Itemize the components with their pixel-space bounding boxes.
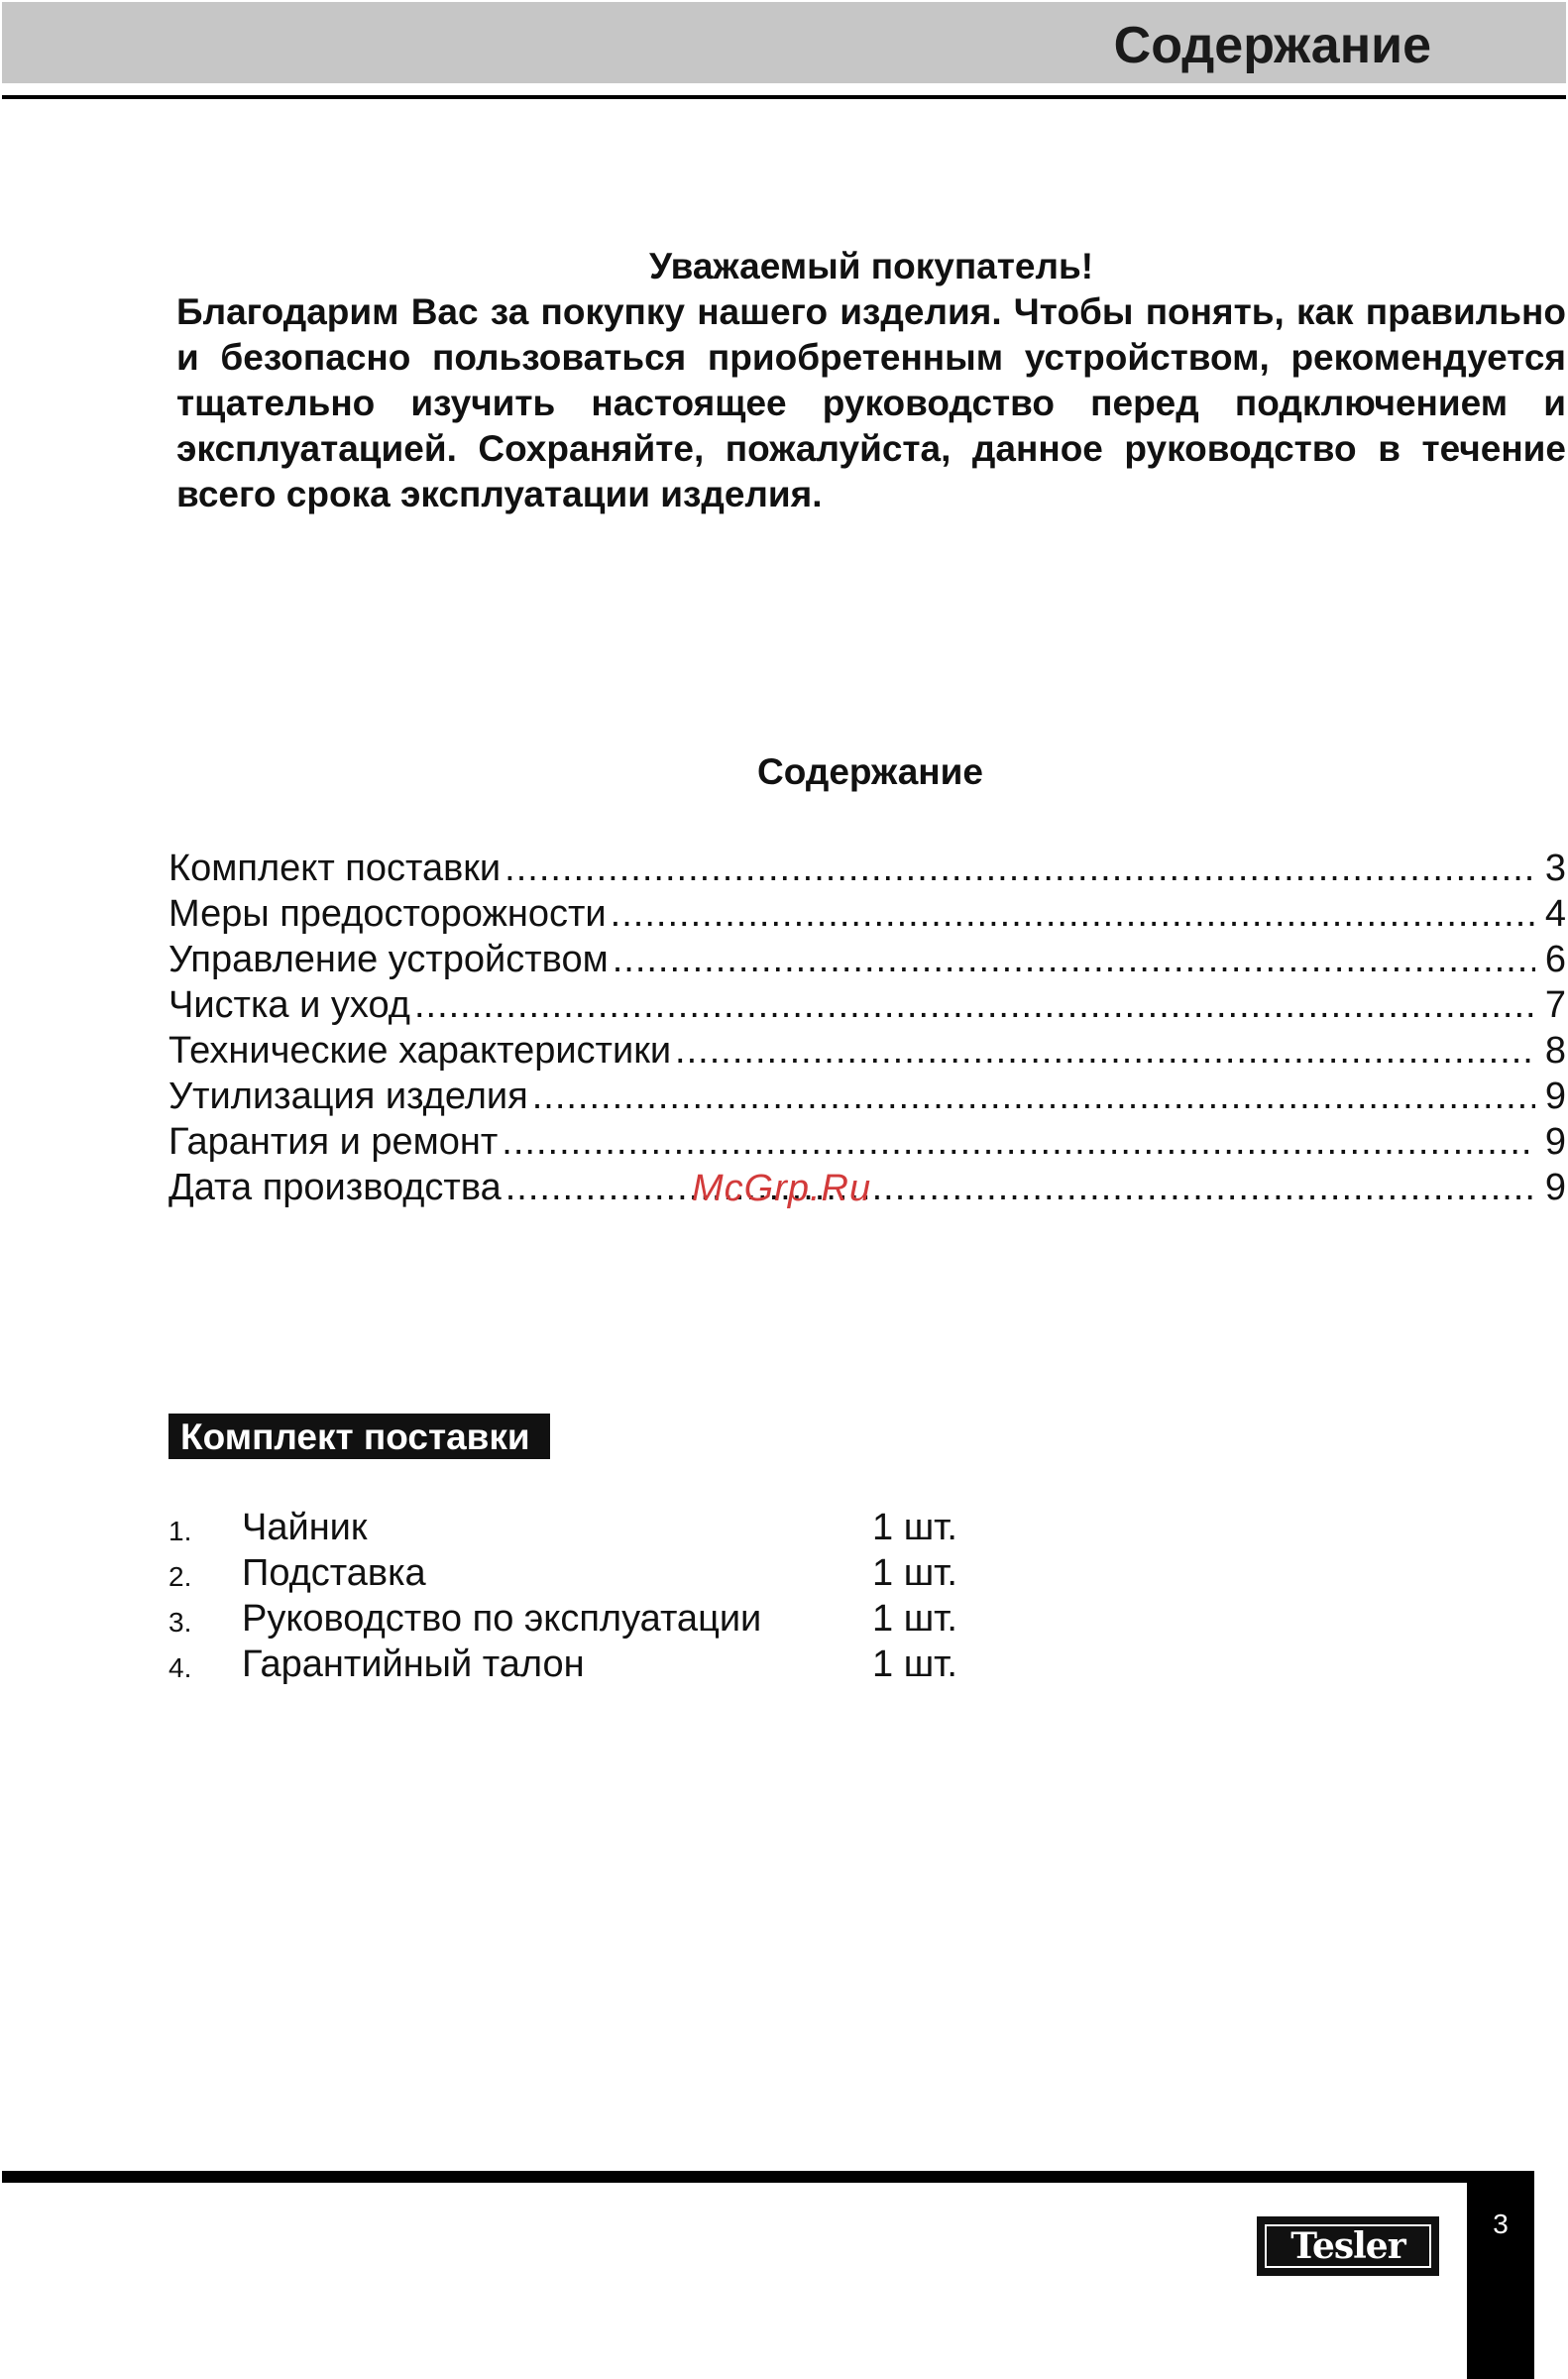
toc-item-page: 7	[1544, 984, 1566, 1026]
page-number-tab	[1467, 2175, 1534, 2379]
toc-item-label: Гарантия и ремонт	[168, 1121, 499, 1163]
kit-item-quantity: 1 шт.	[872, 1507, 957, 1548]
kit-item-name: Чайник	[242, 1507, 368, 1548]
brand-logo	[1257, 2216, 1439, 2276]
toc-item-page: 9	[1544, 1167, 1566, 1208]
toc-item	[168, 1028, 1566, 1074]
kit-item-name: Руководство по эксплуатации	[242, 1598, 762, 1640]
toc-item	[168, 982, 1566, 1028]
toc-item-page: 8	[1544, 1030, 1566, 1072]
toc-item	[168, 937, 1566, 982]
toc-item-page: 9	[1544, 1076, 1566, 1117]
kit-heading: Комплект поставки	[168, 1414, 550, 1459]
page-title: Содержание	[1113, 17, 1431, 74]
table-of-contents	[168, 846, 1566, 1210]
toc-item-label: Комплект поставки	[168, 848, 502, 889]
toc-item	[168, 891, 1566, 937]
kit-item-number: 1.	[168, 1516, 192, 1546]
toc-item	[168, 846, 1566, 891]
toc-item-label: Управление устройством	[168, 939, 609, 980]
toc-item-label: Меры предосторожности	[168, 893, 607, 935]
kit-item-number: 3.	[168, 1607, 192, 1638]
toc-item-label: Технические характеристики	[168, 1030, 672, 1072]
toc-leader-dots	[502, 1119, 1535, 1165]
greeting-title: Уважаемый покупатель!	[648, 246, 1094, 286]
brand-logo-text: Tesler	[1290, 2225, 1405, 2267]
list-item	[168, 1642, 1061, 1687]
header-divider	[2, 95, 1566, 99]
kit-item-quantity: 1 шт.	[872, 1643, 957, 1685]
kit-item-name: Гарантийный талон	[242, 1643, 585, 1685]
toc-item-page: 3	[1544, 848, 1566, 889]
list-item	[168, 1505, 1061, 1550]
kit-list	[168, 1505, 1061, 1687]
toc-heading: Содержание	[757, 751, 983, 792]
greeting-text: Благодарим Вас за покупку нашего изделия. Чтобы понять, как правильно и безопасно пользоваться приобретенным устройством, рекомендуется тщательно изучить настоящее руководство перед подключением и эксплуатацией. Сохраняйте, пожалуйста, данное руководство в течение всего срока эксплуатации изделия.	[176, 291, 1566, 514]
kit-item-name: Подставка	[242, 1552, 426, 1594]
toc-item-label: Дата производства	[168, 1167, 502, 1208]
toc-leader-dots	[675, 1028, 1535, 1074]
toc-leader-dots	[613, 937, 1535, 982]
watermark-text: McGrp.Ru	[692, 1168, 872, 1209]
toc-leader-dots	[505, 1165, 1535, 1210]
toc-item-page: 9	[1544, 1121, 1566, 1163]
kit-item-number: 2.	[168, 1561, 192, 1592]
toc-item-page: 4	[1544, 893, 1566, 935]
list-item	[168, 1596, 1061, 1642]
footer-divider	[2, 2171, 1534, 2183]
kit-item-quantity: 1 шт.	[872, 1552, 957, 1594]
list-item	[168, 1550, 1061, 1596]
toc-item-label: Утилизация изделия	[168, 1076, 528, 1117]
toc-item-page: 6	[1544, 939, 1566, 980]
greeting-block	[176, 244, 1566, 517]
toc-leader-dots	[532, 1074, 1535, 1119]
kit-item-number: 4.	[168, 1652, 192, 1683]
header-band	[2, 2, 1566, 83]
toc-item	[168, 1074, 1566, 1119]
toc-item	[168, 1119, 1566, 1165]
kit-item-quantity: 1 шт.	[872, 1598, 957, 1640]
toc-leader-dots	[414, 982, 1535, 1028]
toc-leader-dots	[504, 846, 1535, 891]
toc-leader-dots	[611, 891, 1535, 937]
toc-item-label: Чистка и уход	[168, 984, 410, 1026]
page-number: 3	[1493, 2209, 1509, 2239]
